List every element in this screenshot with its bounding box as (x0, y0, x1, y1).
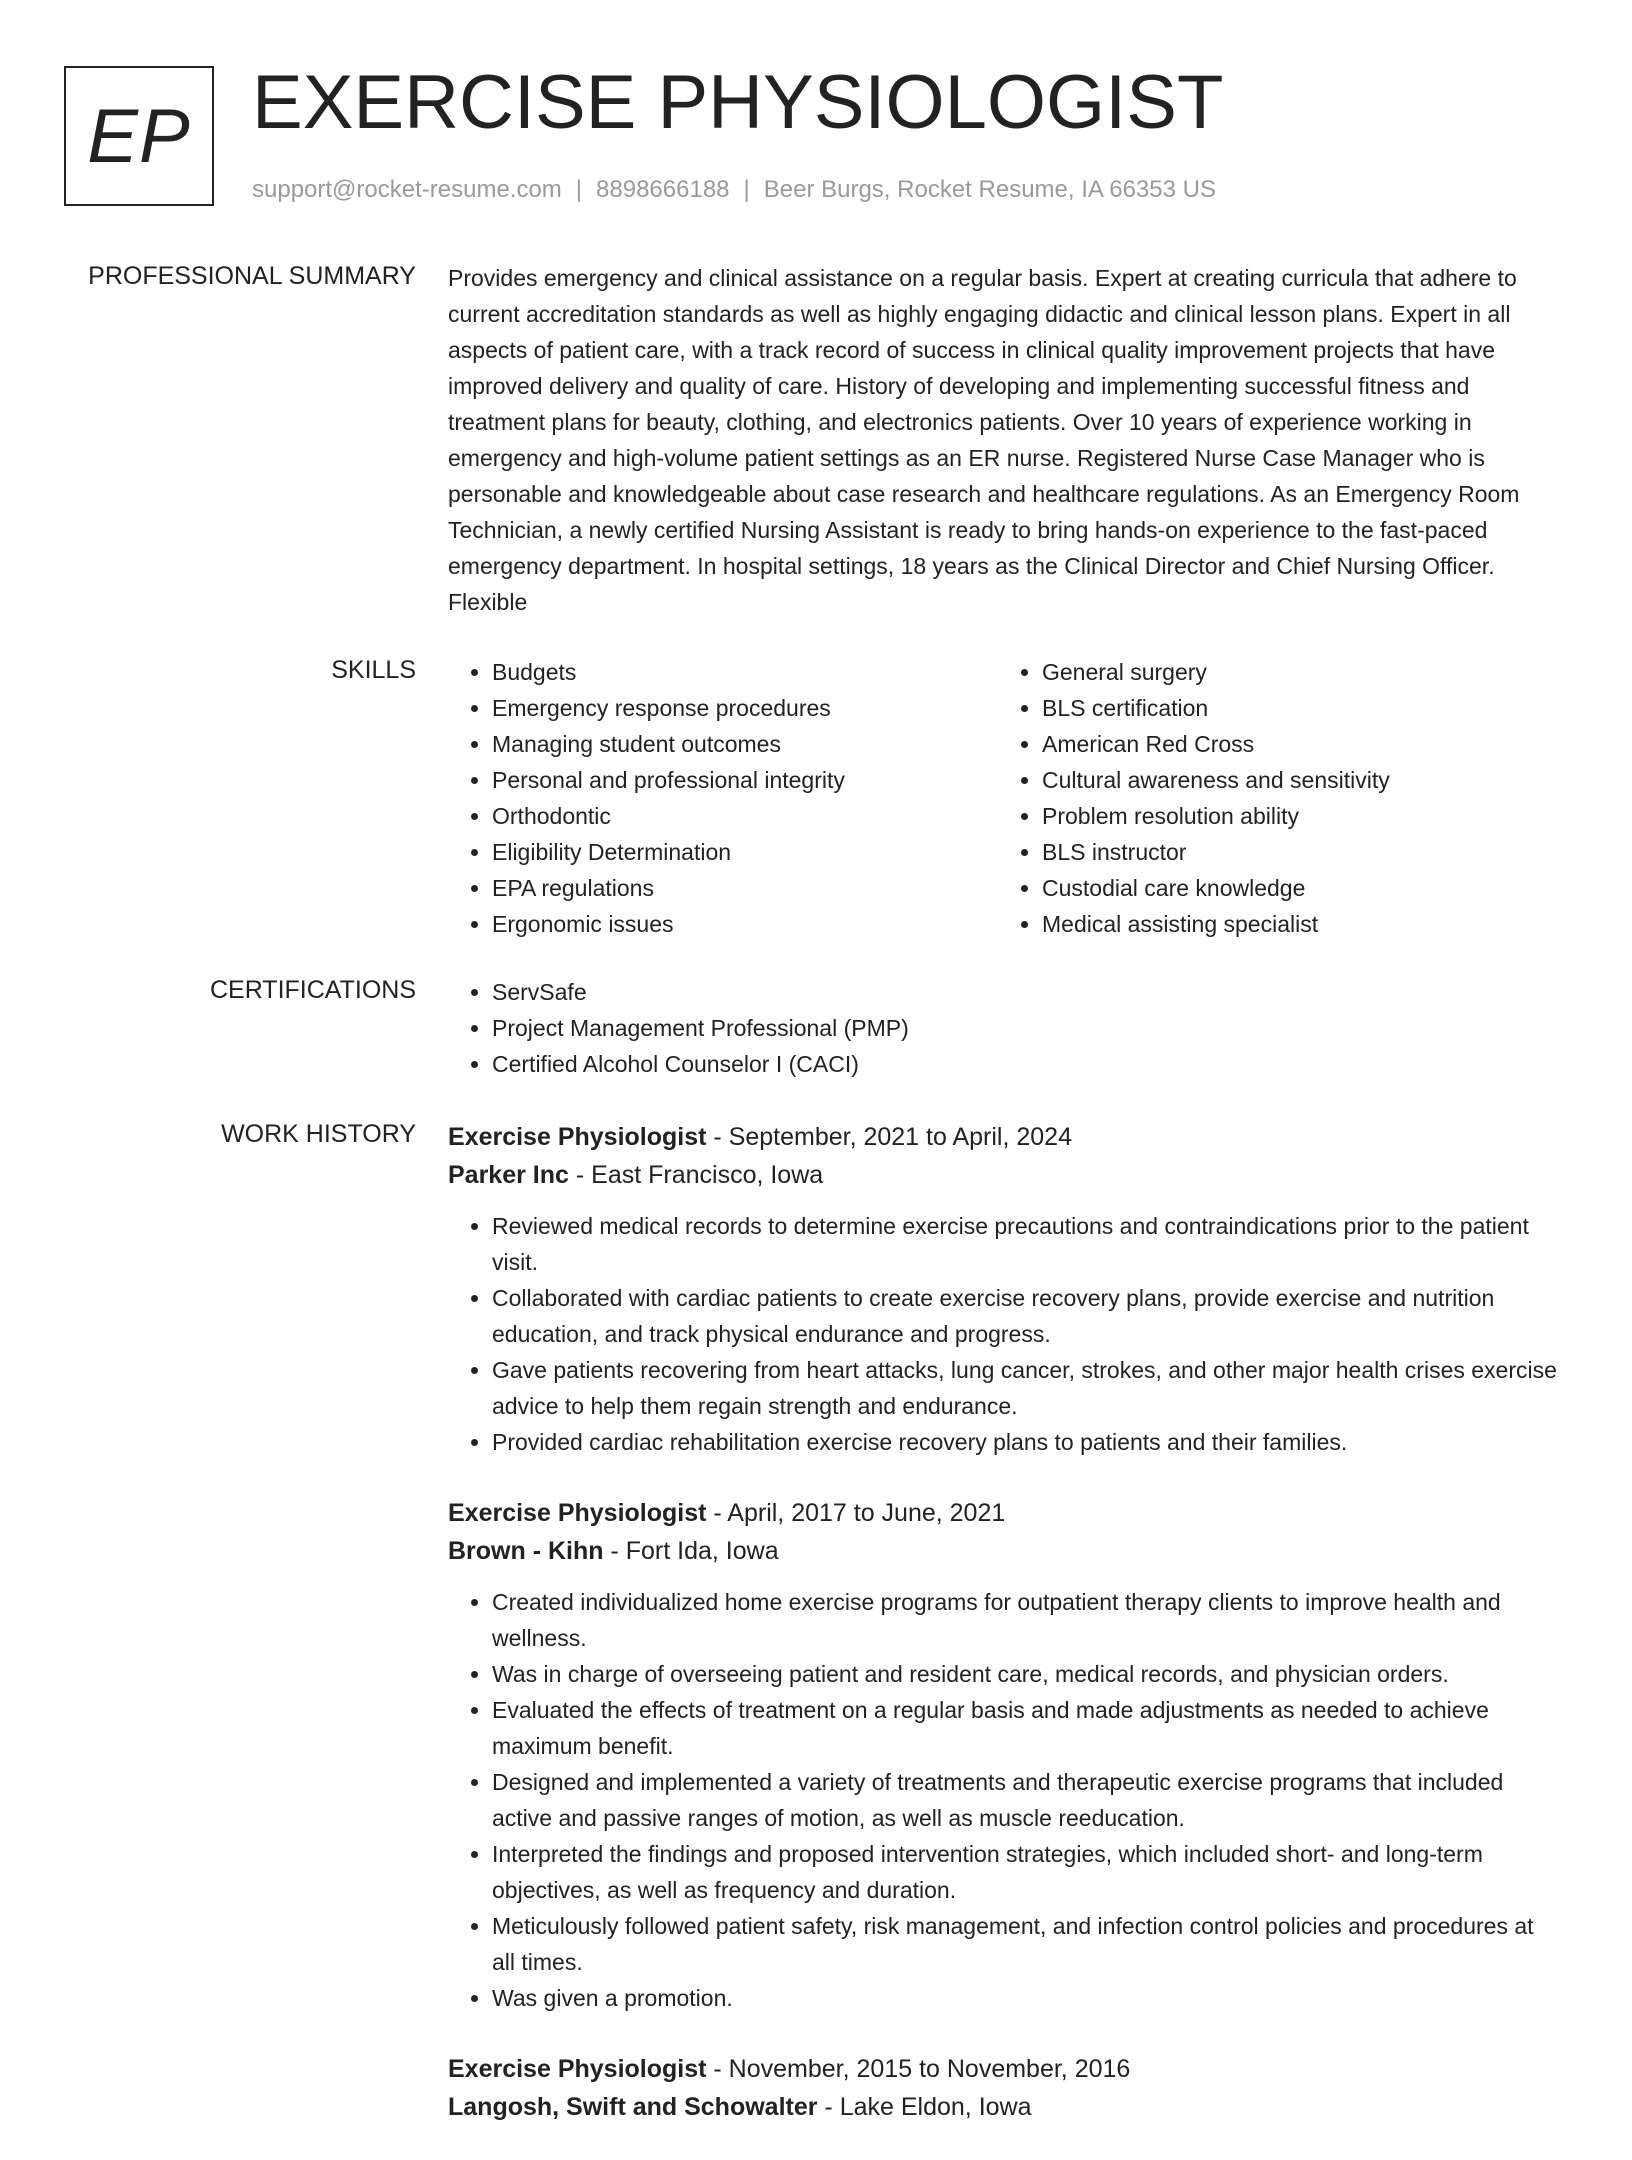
skill-item: • EPA regulations (492, 870, 998, 906)
certifications-list (448, 974, 1560, 1082)
job-duty: • Evaluated the effects of treatment on a regular basis and made adjustments as needed to achieve maximum benefit. (492, 1692, 1560, 1764)
skill-item: • Budgets (492, 654, 998, 690)
skill-item: • Ergonomic issues (492, 906, 998, 942)
job-location: - Lake Eldon, Iowa (817, 2093, 1032, 2121)
job-dates: - November, 2015 to November, 2016 (706, 2055, 1131, 2083)
skill-item: • Personal and professional integrity (492, 762, 998, 798)
job-duty: • Meticulously followed patient safety, risk management, and infection control policies and procedures at all times. (492, 1908, 1560, 1980)
skills-list-left (448, 654, 998, 942)
skill-item: • American Red Cross (1042, 726, 1548, 762)
job-company-line (448, 1532, 1560, 1570)
contact-phone: 8898666188 (596, 176, 730, 203)
contact-address: Beer Burgs, Rocket Resume, IA 66353 US (763, 176, 1216, 203)
job-entry (448, 2050, 1560, 2126)
job-duty: • Created individualized home exercise programs for outpatient therapy clients to improve health and wellness. (492, 1584, 1560, 1656)
job-company: Brown - Kihn (448, 1537, 604, 1565)
certification-item: • Certified Alcohol Counselor I (CACI) (492, 1046, 1560, 1082)
section-label-certifications: CERTIFICATIONS (209, 976, 416, 1004)
job-dates: - April, 2017 to June, 2021 (706, 1499, 1006, 1527)
skill-item: • Custodial care knowledge (1042, 870, 1548, 906)
job-entry (448, 1494, 1560, 2016)
summary-text: Provides emergency and clinical assistance on a regular basis. Expert at creating curricula that adhere to current accreditation standards as well as highly engaging didactic and clinical lesson plans. Expert in all aspects of patient care, with a track record of success in clinical quality improvement projects that have improved delivery and quality of care. History of developing and implementing successful fitness and treatment plans for beauty, clothing, and electronics patients. Over 10 years of experience working in emergency and high-volume patient settings as an ER nurse. Registered Nurse Case Manager who is personable and knowledgeable about case research and healthcare regulations. As an Emergency Room Technician, a newly certified Nursing Assistant is ready to bring hands-on experience to the fast-paced emergency department. In hospital settings, 18 years as the Clinical Director and Chief Nursing Officer. Flexible (448, 265, 1520, 615)
job-duty: • Interpreted the findings and proposed intervention strategies, which included short- and long-term objectives, as well as frequency and duration. (492, 1836, 1560, 1908)
resume-title: EXERCISE PHYSIOLOGIST (252, 60, 1224, 145)
skill-item: • Managing student outcomes (492, 726, 998, 762)
skill-item: • Problem resolution ability (1042, 798, 1548, 834)
job-title: Exercise Physiologist (448, 1123, 707, 1151)
job-duty: • Designed and implemented a variety of treatments and therapeutic exercise programs that included active and passive ranges of motion, as well as muscle reeducation. (492, 1764, 1560, 1836)
job-company: Langosh, Swift and Schowalter (448, 2093, 818, 2121)
job-heading (448, 1118, 1560, 1156)
certification-item: • Project Management Professional (PMP) (492, 1010, 1560, 1046)
job-duty: • Reviewed medical records to determine exercise precautions and contraindications prior to the patient visit. (492, 1208, 1560, 1280)
skill-item: • Emergency response procedures (492, 690, 998, 726)
skill-item: • BLS certification (1042, 690, 1548, 726)
skill-item: • BLS instructor (1042, 834, 1548, 870)
job-company: Parker Inc (448, 1161, 569, 1189)
skill-item: • Eligibility Determination (492, 834, 998, 870)
job-heading (448, 2050, 1560, 2088)
skill-item: • General surgery (1042, 654, 1548, 690)
job-duty: • Gave patients recovering from heart attacks, lung cancer, strokes, and other major health crises exercise advice to help them regain strength and endurance. (492, 1352, 1560, 1424)
job-duty: • Collaborated with cardiac patients to create exercise recovery plans, provide exercise and nutrition education, and track physical endurance and progress. (492, 1280, 1560, 1352)
job-location: - Fort Ida, Iowa (603, 1537, 779, 1565)
job-heading (448, 1494, 1560, 1532)
job-duties (448, 1584, 1560, 2016)
contact-separator: | (743, 176, 750, 203)
skill-item: • Cultural awareness and sensitivity (1042, 762, 1548, 798)
job-title: Exercise Physiologist (448, 1499, 707, 1527)
contact-separator: | (575, 176, 583, 203)
skills-list-right (998, 654, 1548, 942)
section-label-summary: PROFESSIONAL SUMMARY (88, 262, 416, 290)
job-entry (448, 1118, 1560, 1460)
job-dates: - September, 2021 to April, 2024 (706, 1123, 1072, 1151)
monogram-logo: EP (64, 66, 214, 206)
skill-item: • Orthodontic (492, 798, 998, 834)
job-location: - East Francisco, Iowa (568, 1161, 824, 1189)
section-label-work-history: WORK HISTORY (221, 1120, 416, 1148)
job-duties (448, 1208, 1560, 1460)
job-company-line (448, 2088, 1560, 2126)
job-company-line (448, 1156, 1560, 1194)
contact-email: support@rocket-resume.com (252, 176, 562, 203)
skill-item: • Medical assisting specialist (1042, 906, 1548, 942)
contact-line (252, 174, 1216, 206)
certification-item: • ServSafe (492, 974, 1560, 1010)
job-duty: • Provided cardiac rehabilitation exercise recovery plans to patients and their families. (492, 1424, 1560, 1460)
job-title: Exercise Physiologist (448, 2055, 707, 2083)
section-label-skills: SKILLS (331, 656, 416, 684)
job-duty: • Was in charge of overseeing patient and resident care, medical records, and physician orders. (492, 1656, 1560, 1692)
job-duty: • Was given a promotion. (492, 1980, 1560, 2016)
